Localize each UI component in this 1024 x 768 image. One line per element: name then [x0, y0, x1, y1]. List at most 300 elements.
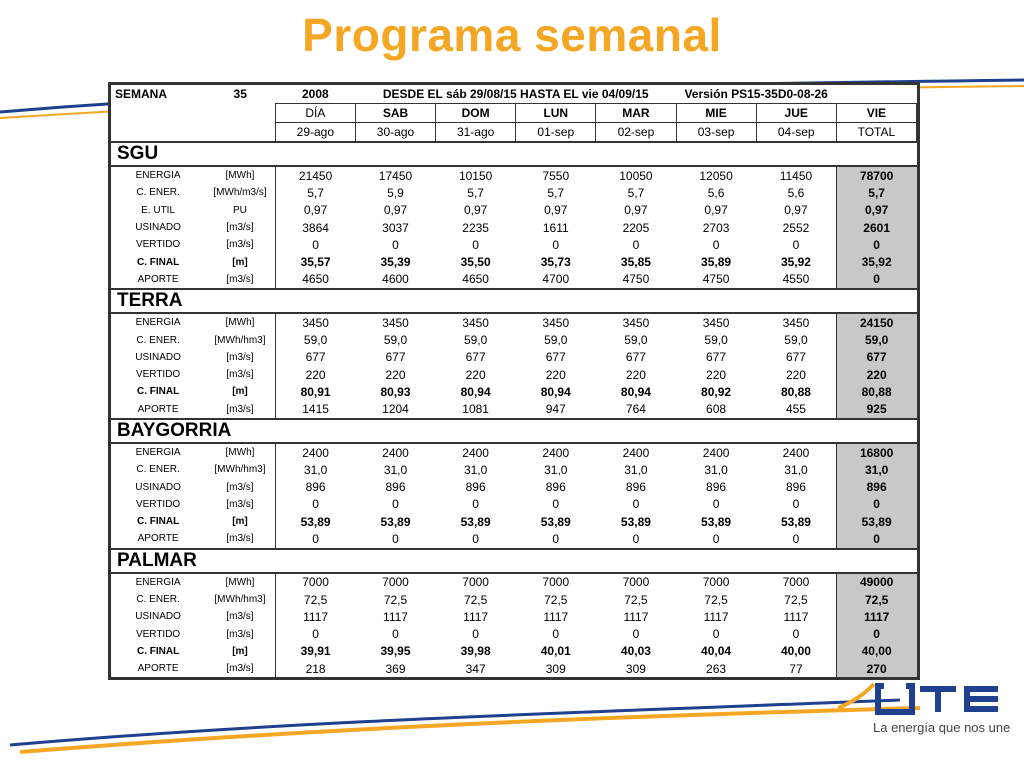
- row-label: C. FINAL: [136, 386, 180, 398]
- row-unit: [m3/s]: [226, 239, 254, 251]
- row-label: USINADO: [135, 481, 181, 493]
- cell-value: 1204: [382, 402, 409, 417]
- table-row: [111, 461, 917, 478]
- day-header: LUN: [516, 104, 596, 123]
- row-unit: [m]: [232, 645, 248, 657]
- cell-value: 347: [465, 661, 486, 676]
- table-row: [111, 219, 917, 236]
- table-row: [111, 184, 917, 201]
- cell-value: 7000: [462, 575, 489, 590]
- cell-value: 72,5: [383, 592, 408, 607]
- table-row: [111, 313, 917, 331]
- cell-value: 0: [632, 627, 640, 642]
- cell-value: 53,89: [701, 514, 732, 529]
- cell-value: 3450: [382, 315, 409, 330]
- cell-value: 3037: [382, 220, 409, 235]
- cell-value: 309: [625, 661, 646, 676]
- table-row: [111, 660, 917, 677]
- table-row: [111, 643, 917, 660]
- section-name: TERRA: [111, 289, 917, 313]
- row-label: C. FINAL: [136, 256, 180, 268]
- row-unit: [m3/s]: [226, 403, 254, 415]
- row-label: APORTE: [137, 273, 179, 285]
- table-row: [111, 236, 917, 253]
- cell-value: 2400: [275, 443, 355, 461]
- row-unit: [MWh]: [225, 576, 255, 588]
- cell-value: 53,89: [460, 514, 491, 529]
- row-unit: [m]: [232, 256, 248, 268]
- cell-total: 0: [836, 271, 916, 289]
- section-header-baygorria: [111, 419, 917, 443]
- cell-value: 896: [785, 480, 806, 495]
- cell-value: 3450: [702, 315, 730, 330]
- cell-value: 677: [385, 350, 406, 365]
- cell-value: 0: [392, 237, 399, 252]
- cell-value: 40,03: [620, 644, 651, 659]
- year-value: 2008: [302, 87, 329, 101]
- cell-value: 4650: [462, 272, 489, 287]
- row-label: C. ENER.: [136, 187, 180, 199]
- cell-total: 49000: [836, 573, 916, 591]
- cell-value: 1117: [623, 609, 649, 624]
- cell-value: 31,0: [784, 462, 808, 477]
- cell-value: 677: [706, 350, 727, 365]
- cell-value: 4600: [382, 272, 409, 287]
- header-row-dates: [111, 123, 917, 143]
- row-label: C. FINAL: [136, 516, 180, 528]
- cell-value: 3450: [542, 315, 570, 330]
- cell-total: 0: [836, 236, 916, 253]
- cell-total: 0: [836, 626, 916, 643]
- cell-value: 7550: [542, 168, 570, 183]
- cell-value: 2552: [782, 220, 810, 235]
- cell-total: 220: [836, 366, 916, 383]
- cell-value: 4700: [542, 272, 570, 287]
- cell-value: 31,0: [275, 461, 355, 478]
- cell-value: 3450: [462, 315, 489, 330]
- cell-value: 0: [712, 627, 720, 642]
- cell-value: 59,0: [463, 333, 488, 348]
- row-unit: [m3/s]: [226, 533, 254, 545]
- cell-value: 0: [632, 237, 640, 252]
- cell-value: 35,92: [780, 255, 811, 270]
- section-name: PALMAR: [111, 549, 917, 573]
- cell-value: 1117: [783, 609, 809, 624]
- cell-value: 80,94: [540, 384, 571, 399]
- cell-value: 80,94: [620, 384, 651, 399]
- date-header: 04-sep: [756, 123, 836, 143]
- cell-value: 59,0: [383, 333, 408, 348]
- cell-value: 0: [392, 627, 399, 642]
- cell-value: 220: [706, 367, 727, 382]
- semana-label: SEMANA: [115, 87, 168, 102]
- table-row: [111, 166, 917, 184]
- row-label: ENERGIA: [135, 447, 181, 458]
- cell-value: 677: [785, 350, 806, 365]
- semana-value: 35: [233, 87, 247, 102]
- row-label: ENERGIA: [135, 317, 181, 329]
- cell-value: 0: [552, 237, 560, 252]
- cell-value: 4550: [782, 272, 810, 287]
- cell-value: 2235: [462, 220, 489, 235]
- cell-value: 1117: [383, 609, 408, 624]
- table-row: [111, 253, 917, 270]
- row-label: ENERGIA: [135, 170, 181, 182]
- cell-value: 0: [472, 627, 479, 642]
- cell-total: 677: [836, 349, 916, 366]
- day-header: MIE: [676, 104, 756, 123]
- cell-value: 1415: [275, 401, 355, 419]
- day-header: SAB: [355, 104, 435, 123]
- date-range: DESDE EL sáb 29/08/15 HASTA EL vie 04/09/15: [382, 87, 649, 101]
- cell-value: 39,91: [275, 643, 355, 660]
- row-unit: PU: [233, 204, 247, 216]
- cell-value: 0,97: [463, 203, 488, 218]
- cell-value: 0: [275, 236, 355, 253]
- cell-value: 10050: [619, 168, 653, 183]
- table-row: [111, 443, 917, 461]
- cell-value: 72,5: [624, 592, 648, 607]
- cell-value: 0: [392, 531, 399, 546]
- row-unit: [m3/s]: [226, 611, 254, 623]
- table-row: [111, 271, 917, 289]
- day-header: VIE: [836, 104, 916, 123]
- cell-value: 220: [785, 367, 806, 382]
- cell-value: 896: [625, 480, 646, 495]
- cell-value: 220: [385, 367, 406, 382]
- table-row: [111, 496, 917, 513]
- row-unit: [m3/s]: [226, 273, 254, 285]
- cell-value: 35,39: [380, 255, 411, 270]
- cell-value: 5,9: [387, 185, 404, 200]
- cell-value: 53,89: [275, 513, 355, 530]
- cell-value: 35,57: [275, 253, 355, 270]
- row-unit: [MWh/hm3]: [214, 464, 266, 476]
- row-label: VERTIDO: [135, 628, 181, 640]
- cell-total: 31,0: [836, 461, 916, 478]
- cell-value: 5,7: [275, 184, 355, 201]
- row-unit: [m3/s]: [226, 498, 254, 510]
- cell-total: 24150: [836, 313, 916, 331]
- cell-total: 53,89: [836, 513, 916, 530]
- cell-value: 5,7: [627, 185, 645, 200]
- cell-value: 0: [275, 530, 355, 548]
- cell-value: 0: [792, 237, 800, 252]
- cell-value: 40,00: [780, 644, 811, 659]
- cell-value: 0: [792, 531, 800, 546]
- cell-value: 31,0: [383, 462, 408, 477]
- cell-value: 677: [465, 350, 486, 365]
- row-label: VERTIDO: [135, 498, 181, 510]
- cell-value: 35,85: [620, 255, 651, 270]
- cell-value: 80,92: [701, 384, 732, 399]
- cell-value: 0,97: [275, 202, 355, 219]
- row-unit: [m3/s]: [226, 222, 254, 234]
- table-row: [111, 591, 917, 608]
- cell-value: 72,5: [704, 592, 728, 607]
- cell-value: 896: [465, 480, 486, 495]
- ute-logo-icon: [838, 680, 1018, 720]
- cell-value: 2400: [542, 445, 570, 460]
- cell-value: 40,04: [701, 644, 732, 659]
- cell-value: 72,5: [275, 591, 355, 608]
- row-label: USINADO: [135, 222, 181, 234]
- cell-value: 31,0: [704, 462, 728, 477]
- row-label: ENERGIA: [135, 576, 181, 588]
- cell-value: 369: [385, 661, 406, 676]
- cell-total: 59,0: [836, 331, 916, 348]
- cell-value: 59,0: [624, 333, 648, 348]
- cell-value: 53,89: [620, 514, 651, 529]
- cell-value: 0: [275, 626, 355, 643]
- cell-value: 11450: [779, 168, 813, 183]
- row-unit: [m]: [232, 516, 248, 528]
- cell-total: 0: [836, 530, 916, 548]
- date-header: 01-sep: [516, 123, 596, 143]
- section-name: SGU: [111, 142, 917, 166]
- row-unit: [m3/s]: [226, 369, 254, 381]
- cell-value: 5,6: [707, 185, 725, 200]
- cell-value: 0: [472, 497, 479, 512]
- table-row: [111, 608, 917, 625]
- cell-value: 1117: [275, 608, 355, 625]
- cell-value: 0: [792, 497, 800, 512]
- cell-value: 896: [275, 478, 355, 495]
- cell-total: 40,00: [836, 643, 916, 660]
- cell-total: 896: [836, 478, 916, 495]
- cell-value: 896: [545, 480, 566, 495]
- cell-value: 7000: [542, 575, 570, 590]
- cell-value: 0: [552, 531, 560, 546]
- section-header-terra: [111, 289, 917, 313]
- cell-value: 3864: [275, 219, 355, 236]
- weekly-program-table: [108, 82, 920, 680]
- cell-value: 2400: [462, 445, 489, 460]
- cell-value: 59,0: [784, 333, 808, 348]
- cell-value: 5,6: [787, 185, 805, 200]
- row-label: C. FINAL: [136, 645, 180, 657]
- cell-value: 5,7: [467, 185, 484, 200]
- row-label: APORTE: [137, 403, 179, 415]
- row-label: USINADO: [135, 351, 181, 363]
- cell-value: 7000: [622, 575, 650, 590]
- cell-value: 2703: [702, 220, 730, 235]
- cell-value: 72,5: [784, 592, 808, 607]
- cell-value: 2400: [702, 445, 730, 460]
- cell-value: 0,97: [544, 203, 568, 218]
- slogan: La energía que nos une: [873, 720, 1011, 735]
- row-unit: [m3/s]: [226, 481, 254, 493]
- dia-label: DÍA: [275, 104, 355, 123]
- cell-total: 35,92: [836, 253, 916, 270]
- row-unit: [m3/s]: [226, 663, 254, 675]
- cell-total: 925: [836, 401, 916, 419]
- cell-value: 2400: [782, 445, 810, 460]
- cell-value: 896: [385, 480, 406, 495]
- cell-value: 220: [275, 366, 355, 383]
- cell-value: 10150: [458, 168, 493, 183]
- row-label: VERTIDO: [135, 369, 181, 381]
- cell-total: 270: [836, 660, 916, 677]
- cell-value: 0,97: [704, 203, 728, 218]
- row-label: USINADO: [135, 611, 181, 623]
- cell-value: 220: [465, 367, 486, 382]
- cell-value: 0: [792, 627, 800, 642]
- table-row: [111, 349, 917, 366]
- total-header: TOTAL: [836, 123, 916, 143]
- cell-value: 1611: [542, 220, 569, 235]
- cell-value: 2400: [622, 445, 650, 460]
- table-row: [111, 401, 917, 419]
- cell-value: 7000: [702, 575, 730, 590]
- cell-value: 3450: [622, 315, 650, 330]
- cell-value: 677: [545, 350, 566, 365]
- cell-value: 2205: [622, 220, 650, 235]
- cell-value: 220: [625, 367, 646, 382]
- cell-total: 1117: [836, 608, 916, 625]
- cell-value: 80,93: [380, 384, 411, 399]
- cell-value: 59,0: [544, 333, 568, 348]
- cell-value: 0: [712, 531, 720, 546]
- table-row: [111, 626, 917, 643]
- cell-value: 35,50: [460, 255, 491, 270]
- cell-value: 764: [625, 402, 646, 417]
- cell-value: 7000: [382, 575, 409, 590]
- table-row: [111, 331, 917, 348]
- row-unit: [m]: [232, 386, 248, 398]
- cell-value: 608: [706, 402, 727, 417]
- cell-total: 0,97: [836, 202, 916, 219]
- cell-value: 80,94: [460, 384, 491, 399]
- row-label: VERTIDO: [135, 239, 181, 251]
- cell-total: 2601: [836, 219, 916, 236]
- cell-value: 59,0: [704, 333, 728, 348]
- header-row-semana: [111, 85, 917, 104]
- table-row: [111, 366, 917, 383]
- header-row-days: [111, 104, 917, 123]
- cell-value: 59,0: [275, 331, 355, 348]
- cell-value: 72,5: [463, 592, 488, 607]
- cell-value: 0: [392, 497, 399, 512]
- cell-value: 0: [712, 237, 720, 252]
- cell-value: 4750: [702, 272, 730, 287]
- cell-value: 17450: [378, 168, 413, 183]
- cell-value: 309: [545, 661, 566, 676]
- cell-total: 80,88: [836, 383, 916, 400]
- row-unit: [MWh]: [225, 317, 255, 329]
- cell-value: 4650: [275, 271, 355, 289]
- cell-value: 31,0: [624, 462, 648, 477]
- date-header: 30-ago: [355, 123, 435, 143]
- table-row: [111, 202, 917, 219]
- cell-value: 455: [785, 402, 806, 417]
- row-unit: [m3/s]: [226, 351, 254, 363]
- row-unit: [m3/s]: [226, 628, 254, 640]
- cell-value: 677: [625, 350, 646, 365]
- cell-value: 12050: [699, 168, 733, 183]
- cell-value: 77: [789, 661, 803, 676]
- cell-value: 5,7: [547, 185, 565, 200]
- cell-value: 218: [275, 660, 355, 677]
- cell-value: 72,5: [544, 592, 568, 607]
- cell-value: 35,73: [540, 255, 571, 270]
- cell-value: 39,95: [380, 644, 411, 659]
- version: Versión PS15-35D0-08-26: [684, 87, 828, 101]
- day-header: JUE: [756, 104, 836, 123]
- cell-total: 16800: [836, 443, 916, 461]
- date-header: 29-ago: [275, 123, 355, 143]
- date-header: 31-ago: [436, 123, 516, 143]
- cell-value: 1117: [463, 609, 489, 624]
- cell-total: 78700: [836, 166, 916, 184]
- cell-value: 35,89: [701, 255, 732, 270]
- cell-total: 5,7: [836, 184, 916, 201]
- row-label: APORTE: [137, 663, 179, 675]
- cell-value: 2400: [382, 445, 409, 460]
- cell-value: 39,98: [460, 644, 491, 659]
- cell-value: 4750: [622, 272, 650, 287]
- cell-value: 0,97: [383, 203, 408, 218]
- day-header: DOM: [436, 104, 516, 123]
- cell-value: 263: [706, 661, 727, 676]
- table-row: [111, 478, 917, 495]
- cell-value: 21450: [275, 166, 355, 184]
- cell-value: 3450: [275, 313, 355, 331]
- cell-value: 896: [706, 480, 727, 495]
- cell-value: 40,01: [540, 644, 571, 659]
- cell-value: 1117: [543, 609, 569, 624]
- cell-value: 53,89: [780, 514, 811, 529]
- cell-value: 0,97: [784, 203, 808, 218]
- section-header-sgu: [111, 142, 917, 166]
- cell-value: 0: [275, 496, 355, 513]
- page-title: Programa semanal: [302, 9, 722, 61]
- date-header: 03-sep: [676, 123, 756, 143]
- row-label: C. ENER.: [136, 594, 180, 606]
- cell-value: 0: [552, 627, 560, 642]
- section-header-palmar: [111, 549, 917, 573]
- day-header: MAR: [596, 104, 676, 123]
- date-header: 02-sep: [596, 123, 676, 143]
- cell-value: 1081: [462, 402, 489, 417]
- row-unit: [MWh]: [225, 170, 255, 182]
- cell-total: 72,5: [836, 591, 916, 608]
- row-label: C. ENER.: [136, 464, 180, 476]
- cell-value: 0: [632, 531, 640, 546]
- table-row: [111, 530, 917, 548]
- row-label: C. ENER.: [136, 334, 180, 346]
- cell-value: 677: [275, 349, 355, 366]
- cell-value: 80,88: [780, 384, 811, 399]
- cell-value: 7000: [275, 573, 355, 591]
- cell-value: 80,91: [275, 383, 355, 400]
- cell-value: 31,0: [544, 462, 568, 477]
- table-row: [111, 513, 917, 530]
- cell-value: 7000: [782, 575, 810, 590]
- cell-value: 0: [472, 531, 479, 546]
- cell-value: 0: [552, 497, 560, 512]
- cell-total: 0: [836, 496, 916, 513]
- cell-value: 0: [632, 497, 640, 512]
- cell-value: 0: [712, 497, 720, 512]
- cell-value: 0,97: [624, 203, 648, 218]
- cell-value: 947: [545, 402, 566, 417]
- cell-value: 3450: [782, 315, 810, 330]
- cell-value: 1117: [703, 609, 729, 624]
- cell-value: 53,89: [540, 514, 571, 529]
- cell-value: 31,0: [463, 462, 488, 477]
- row-unit: [MWh]: [225, 447, 255, 458]
